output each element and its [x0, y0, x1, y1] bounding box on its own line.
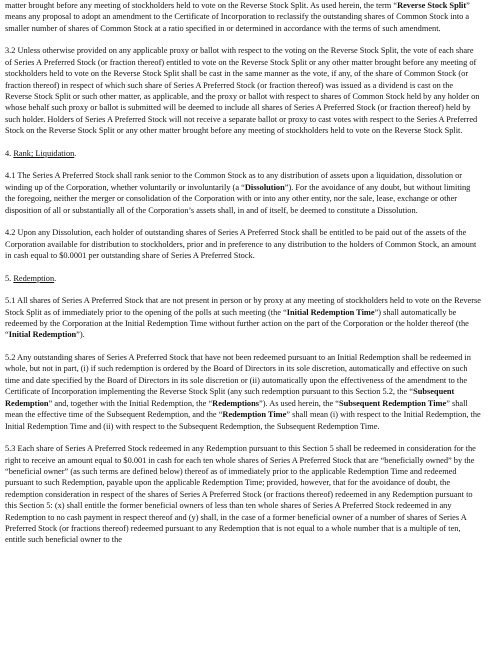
text-run: matter brought before any meeting of stockholders held to vote on the Reverse Stock Split. As used herein, the term “ — [5, 1, 398, 10]
defined-term: Redemption Time — [222, 410, 287, 420]
section-heading-5 — [5, 273, 482, 284]
defined-term: Subsequent Redemption — [5, 387, 455, 408]
text-run: ” shall mean the effective time of the Subsequent Redemption, and the “ — [5, 398, 468, 420]
paragraph-3-2: 3.2 Unless otherwise provided on any applicable proxy or ballot with respect to the voting on the Reverse Stock Split, the vote of each share of Series A Preferred Stock (or fraction thereof) entitled to vote on the Reverse Stock Split or any other matter brought before any meeting of stockholders held to vote on the Reverse Stock Split shall be cast in the same manner as the vote, if any, of the share of Common Stock (or fraction thereof) in respect of which such share of Series A Preferred Stock (or fraction thereof) was issued as a dividend is cast on the Reverse Stock Split or such other matter, as applicable, and the proxy or ballot with respect to shares of Common Stock held by any holder on whose behalf such proxy or ballot is submitted will be deemed to include all shares of Series A Preferred Stock (or fraction thereof) held by such holder. Holders of Series A Preferred Stock will not receive a separate ballot or proxy to cast votes with respect to the Series A Preferred Stock on the Reverse Stock Split or any other matter brought before any meeting of stockholders held to vote on the Reverse Stock Split. — [5, 46, 480, 136]
text-run: ”). For the avoidance of any doubt, but without limiting the foregoing, neither the merger or consolidation of the Corporation with or into any other entity, nor the sale, lease, exchange or other disposition of all or substantially all of the Corporation’s assets shall, in and of itself, be deemed to constitute a Dissolution. — [5, 182, 471, 215]
defined-term: Initial Redemption Time — [286, 307, 375, 317]
text-run: ”) shall automatically be redeemed by the Corporation at the Initial Redemption Time without further action on the part of the Corporation or the holder thereof (the “ — [5, 307, 469, 340]
section-number: 5. — [5, 273, 14, 283]
heading-period: . — [54, 273, 57, 283]
paragraph-reverse-stock-split-definition — [5, 0, 482, 34]
defined-term: Dissolution — [244, 182, 285, 192]
text-run: ”). — [76, 330, 85, 340]
defined-term: Reverse Stock Split — [397, 1, 467, 10]
paragraph-4-2: 4.2 Upon any Dissolution, each holder of outstanding shares of Series A Preferred Stock shall be entitled to be paid out of the assets of the Corporation available for distribution to stockholders, prior and in preference to any distribution to the holders of Common Stock, an amount in cash equal to $0.0001 per outstanding share of Series A Preferred Stock. — [5, 228, 477, 261]
text-run: ” means any proposal to adopt an amendment to the Certificate of Incorporation to reclassify the outstanding shares of Common Stock into a smaller number of shares of Common Stock at a ratio specified in or determined in accordance with the terms of such amendment. — [5, 1, 470, 33]
paragraph-5-3: 5.3 Each share of Series A Preferred Stock redeemed in any Redemption pursuant to this Section 5 shall be redeemed in consideration for the right to receive an amount equal to $0.001 in cash for each ten whole shares of Series A Preferred Stock that are “beneficially owned” by the “beneficial owner” (as such terms are defined below) thereof as of immediately prior to the applicable Redemption Time and redeemed pursuant to such Redemption, payable upon the applicable Redemption Time; provided, however, that for the avoidance of doubt, the redemption consideration in respect of the shares of Series A Preferred Stock (or fractions thereof) redeemed in any Redemption pursuant to this Section 5: (x) shall entitle the former beneficial owners of less than ten whole shares of Series A Preferred Stock redeemed in any Redemption to no cash payment in respect thereof and (y) shall, in the case of a former beneficial owner of a number of shares of Series A Preferred Stock (or fractions thereof) redeemed pursuant to any Redemption that is not equal to a whole number that is a multiple of ten, entitle such beneficial owner to the — [5, 444, 476, 545]
defined-term: Redemptions — [212, 398, 259, 408]
text-run: 4.1 The Series A Preferred Stock shall rank senior to the Common Stock as to any distribution of assets upon a liquidation, dissolution or winding up of the Corporation, whether voluntarily or involuntarily (a “ — [5, 171, 463, 192]
text-run: ” and, together with the Initial Redemption, the “ — [48, 398, 213, 408]
text-run: 5.2 Any outstanding shares of Series A Preferred Stock that have not been redeemed pursuant to an Initial Redemption shall be redeemed in whole, but not in part, (i) if such redemption is ordered by the Board of Directors in its sole discretion, automatically and effective on such time and date specified by the Board of Directors in its sole discretion or (ii) automatically upon the effectiveness of the amendment to the Certificate of Incorporation implementing the Reverse Stock Split (any such redemption pursuant to this Section 5.2, the “ — [5, 353, 471, 397]
section-number: 4. — [5, 148, 14, 158]
section-title: Rank; Liquidation — [13, 148, 75, 158]
defined-term: Initial Redemption — [8, 330, 77, 340]
text-run: ” shall mean (i) with respect to the Initial Redemption, the Initial Redemption Time and (ii) with respect to the Subsequent Redemption, the Subsequent Redemption Time. — [5, 410, 481, 431]
text-run: 5.1 All shares of Series A Preferred Stock that are not present in person or by proxy at any meeting of stockholders held to vote on the Reverse Stock Split as of immediately prior to the opening of the polls at such meeting (the “ — [5, 296, 481, 317]
section-heading-4 — [5, 148, 482, 159]
paragraph-5-2 — [5, 352, 482, 432]
text-run: ”). As used herein, the “ — [259, 398, 339, 408]
heading-period: . — [74, 148, 77, 158]
defined-term: Subsequent Redemption Time — [338, 398, 447, 408]
paragraph-5-1 — [5, 295, 482, 341]
section-title: Redemption — [13, 273, 55, 283]
paragraph-4-1 — [5, 170, 482, 216]
